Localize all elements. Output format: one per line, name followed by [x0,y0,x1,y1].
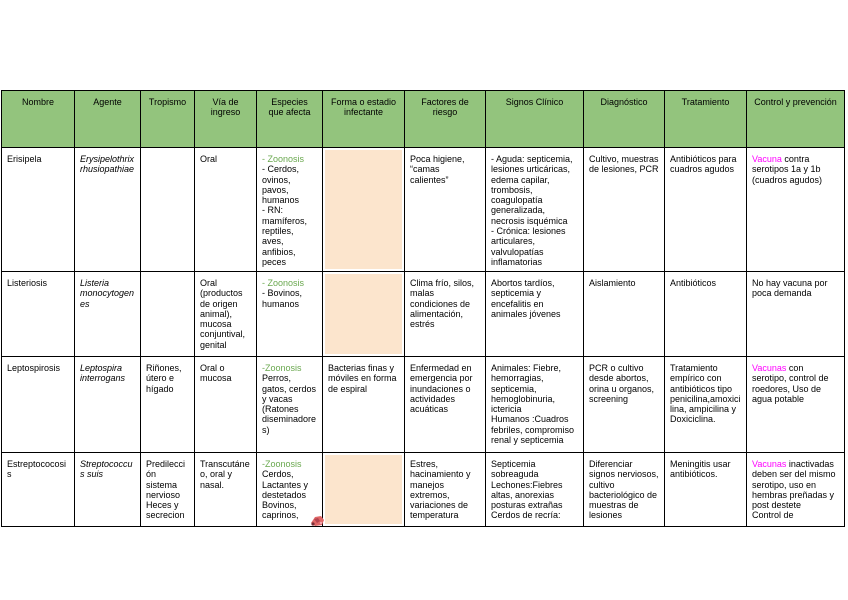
cell-estreptococosis-agente: Streptococcus suis [75,453,141,527]
cell-listeriosis-tratamiento: Antibióticos [665,272,747,357]
cell-erisipela-forma-infectante [323,148,405,272]
cell-erisipela-signos-clinicos: - Aguda: septicemia, lesiones urticáricas, edema capilar, trombosis, coagulopatía generalizada, necrosis isquémica - Crónica: lesiones articulares, valvulopatías inflamatorias [486,148,584,272]
cell-text: - Cerdos, ovinos, pavos, humanos - RN: mamíferos, reptiles, aves, anfibios, peces [262,164,308,267]
table-row-erisipela [2,148,845,272]
cell-leptospirosis-via-ingreso: Oral o mucosa [195,357,257,453]
cell-leptospirosis-forma-infectante: Bacterias finas y móviles en forma de espiral [323,357,405,453]
cell-estreptococosis-tratamiento: Meningitis usar antibióticos. [665,453,747,527]
cell-listeriosis-agente: Listeria monocytogenes [75,272,141,357]
cell-text: con serotipo, control de roedores, Uso de agua potable [752,363,829,404]
zoonosis-label: - Zoonosis [262,278,305,288]
pink-marker-icon [309,514,325,528]
header-forma-infectante: Forma o estadio infectante [323,91,405,148]
cell-estreptococosis-diagnostico: Diferenciar signos nerviosos, cultivo bacteriológico de muestras de lesiones [584,453,665,527]
header-especies: Especies que afecta [257,91,323,148]
cell-text: Perros, gatos, cerdos y vacas (Ratones diseminadores) [262,373,317,435]
table-row-estreptococosis [2,453,845,527]
cell-estreptococosis-factores-riesgo: Estres, hacinamiento y manejos extremos, variaciones de temperatura [405,453,486,527]
cell-leptospirosis-nombre: Leptospirosis [2,357,75,453]
cell-text: - Bovinos, humanos [262,288,303,309]
cell-estreptococosis-tropismo: Predilección sistema nervioso Heces y secrecion [141,453,195,527]
cell-text: contra serotipos 1a y 1b (cuadros agudos) [752,154,823,185]
cell-erisipela-nombre: Erisipela [2,148,75,272]
header-tropismo: Tropismo [141,91,195,148]
cell-listeriosis-via-ingreso: Oral (productos de origen animal), mucosa conjuntival, genital [195,272,257,357]
header-diagnostico: Diagnóstico [584,91,665,148]
vacuna-label: Vacunas [752,363,787,373]
cell-estreptococosis-via-ingreso: Transcutáneo, oral y nasal. [195,453,257,527]
cell-leptospirosis-especies [257,357,323,453]
cell-estreptococosis-control-prevencion [747,453,845,527]
cell-leptospirosis-signos-clinicos: Animales: Fiebre, hemorragias, septicemia, hemoglobinuria, ictericia Humanos :Cuadros febriles, compromiso renal y septicemia [486,357,584,453]
cell-erisipela-especies [257,148,323,272]
table-row-listeriosis [2,272,845,357]
cell-erisipela-control-prevencion [747,148,845,272]
cell-listeriosis-diagnostico: Aislamiento [584,272,665,357]
header-tratamiento: Tratamiento [665,91,747,148]
cell-listeriosis-tropismo [141,272,195,357]
cell-erisipela-tratamiento: Antibióticos para cuadros agudos [665,148,747,272]
header-nombre: Nombre [2,91,75,148]
cell-listeriosis-especies [257,272,323,357]
header-via-ingreso: Vía de ingreso [195,91,257,148]
cell-text: Cerdos, Lactantes y destetados Bovinos, caprinos, [262,469,309,521]
cell-listeriosis-control-prevencion: No hay vacuna por poca demanda [747,272,845,357]
cell-estreptococosis-signos-clinicos: Septicemia sobreaguda Lechones:Fiebres altas, anorexias posturas extrañas Cerdos de recría: [486,453,584,527]
cell-erisipela-via-ingreso: Oral [195,148,257,272]
cell-estreptococosis-forma-infectante [323,453,405,527]
cell-text: inactivadas deben ser del mismo serotipo, uso en hembras preñadas y post destete Control de [752,459,836,521]
zoonosis-label: -Zoonosis [262,459,302,469]
cell-leptospirosis-tratamiento: Tratamiento empírico con antibióticos tipo penicilina,amoxicilina, ampicilina y Doxiciclina. [665,357,747,453]
disease-table [1,90,845,527]
vacuna-label: Vacuna [752,154,782,164]
cell-listeriosis-signos-clinicos: Abortos tardíos, septicemia y encefalitis en animales jóvenes [486,272,584,357]
cell-leptospirosis-control-prevencion [747,357,845,453]
cell-leptospirosis-diagnostico: PCR o cultivo desde abortos, orina u organos, screening [584,357,665,453]
zoonosis-label: -Zoonosis [262,363,302,373]
header-control-prevencion: Control y prevención [747,91,845,148]
cell-erisipela-agente: Erysipelothrix rhusiopathiae [75,148,141,272]
cell-estreptococosis-nombre: Estreptococosis [2,453,75,527]
cell-erisipela-diagnostico: Cultivo, muestras de lesiones, PCR [584,148,665,272]
table-row-leptospirosis [2,357,845,453]
header-row [2,91,845,148]
cell-erisipela-tropismo [141,148,195,272]
vacuna-label: Vacunas [752,459,787,469]
cell-listeriosis-factores-riesgo: Clima frío, silos, malas condiciones de alimentación, estrés [405,272,486,357]
cell-leptospirosis-agente: Leptospira interrogans [75,357,141,453]
header-signos-clinicos: Signos Clínico [486,91,584,148]
cell-leptospirosis-tropismo: Riñones, útero e hígado [141,357,195,453]
header-factores-riesgo: Factores de riesgo [405,91,486,148]
cell-leptospirosis-factores-riesgo: Enfermedad en emergencia por inundaciones o actividades acuáticas [405,357,486,453]
cell-listeriosis-nombre: Listeriosis [2,272,75,357]
header-agente: Agente [75,91,141,148]
cell-erisipela-factores-riesgo: Poca higiene, “camas calientes” [405,148,486,272]
zoonosis-label: - Zoonosis [262,154,305,164]
cell-listeriosis-forma-infectante [323,272,405,357]
